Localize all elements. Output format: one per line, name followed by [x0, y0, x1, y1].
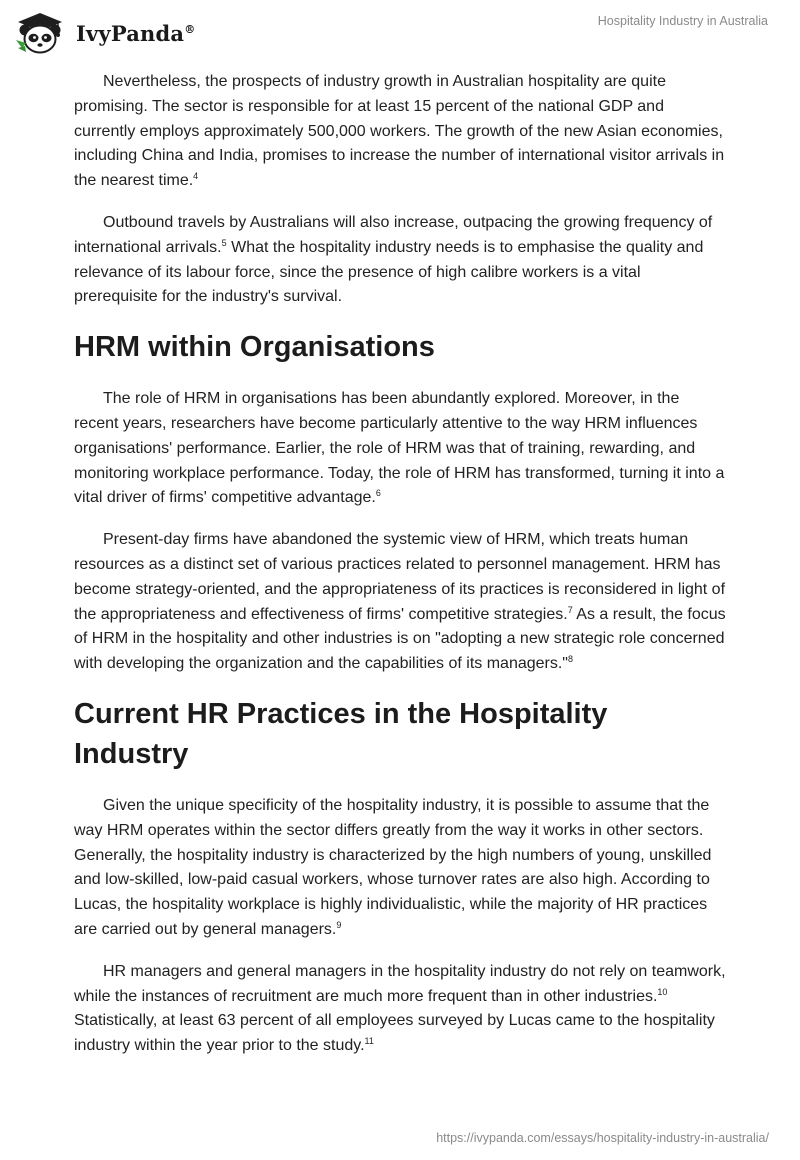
heading-text: HRM within Organisations: [74, 331, 435, 364]
paragraph-text: The role of HRM in organisations has been abundantly explored. Moreover, in the recent years, researchers have become particularly attentive to the way HRM influences organisations' performance. Earlier, the role of HRM was that of training, rewarding, and monitoring workplace performance. Today, the role of HRM has transformed, turning it into a vital driver of firms' competitive advantage.: [74, 390, 725, 507]
panda-graduate-icon: [12, 10, 70, 56]
paragraph-text: Outbound travels by Australians will also increase, outpacing the growing frequency of international arrivals.: [74, 213, 713, 256]
paragraph-text: What the hospitality industry needs is to emphasise the quality and relevance of its labour force, since the presence of high calibre workers is a vital prerequisite for the industry's survival.: [74, 238, 704, 306]
paragraph-text: Present-day firms have abandoned the systemic view of HRM, which treats human resources as a distinct set of various practices related to personnel management. HRM has become strategy-oriented, and the appropriateness of its practices is reconsidered in light of the appropriateness and effectiveness of firms' competitive strategies.: [74, 531, 726, 623]
paragraph: [74, 794, 726, 943]
footnote-ref[interactable]: 5: [221, 237, 227, 248]
heading-text: Current HR Practices in the Hospitality Industry: [74, 697, 608, 770]
paragraph-text: HR managers and general managers in the hospitality industry do not rely on teamwork, while the instances of recruitment are much more frequent than in other industries.: [74, 962, 726, 1005]
section-heading: [74, 694, 726, 774]
footnote-ref[interactable]: 4: [193, 171, 199, 182]
page-header: [0, 0, 800, 70]
paragraph: [74, 528, 726, 677]
ivypanda-logo[interactable]: [12, 10, 252, 56]
paragraph: [74, 387, 726, 511]
source-url[interactable]: https://ivypanda.com/essays/hospitality-industry-in-australia/: [436, 1131, 769, 1145]
footnote-ref[interactable]: 11: [364, 1036, 374, 1047]
footnote-ref[interactable]: 7: [567, 604, 573, 615]
footnote-ref[interactable]: 6: [375, 488, 381, 499]
paragraph-text: As a result, the focus of HRM in the hospitality and other industries is on "adopting a new strategic role concerned with developing the organization and the capabilities of its managers.": [74, 605, 726, 673]
brand-name: IvyPanda®: [76, 20, 196, 46]
footnote-ref[interactable]: 9: [336, 919, 342, 930]
paragraph: [74, 211, 726, 310]
paragraph: [74, 70, 726, 194]
essay-body: [74, 70, 726, 1076]
section-heading: [74, 327, 726, 367]
paragraph-text: Given the unique specificity of the hospitality industry, it is possible to assume that the way HRM operates within the sector differs greatly from the way it works in other sectors. Generally, the hospitality industry is characterized by the high numbers of young, unskilled and low-skilled, low-paid casual workers, whose turnover rates are also high. According to Lucas, the hospitality workplace is highly individualistic, while the majority of HR practices are carried out by general managers.: [74, 796, 712, 938]
document-title: Hospitality Industry in Australia: [597, 14, 768, 28]
paragraph-text: Nevertheless, the prospects of industry growth in Australian hospitality are quite promising. The sector is responsible for at least 15 percent of the national GDP and currently employs approximately 500,000 workers. The growth of the new Asian economies, including China and India, promises to increase the number of international visitor arrivals in the nearest time.: [74, 73, 725, 190]
paragraph-text: Statistically, at least 63 percent of all employees surveyed by Lucas came to the hospitality industry within the year prior to the study.: [74, 1012, 715, 1055]
paragraph: [74, 960, 726, 1059]
footnote-ref[interactable]: 8: [567, 654, 573, 665]
footnote-ref[interactable]: 10: [657, 986, 668, 997]
